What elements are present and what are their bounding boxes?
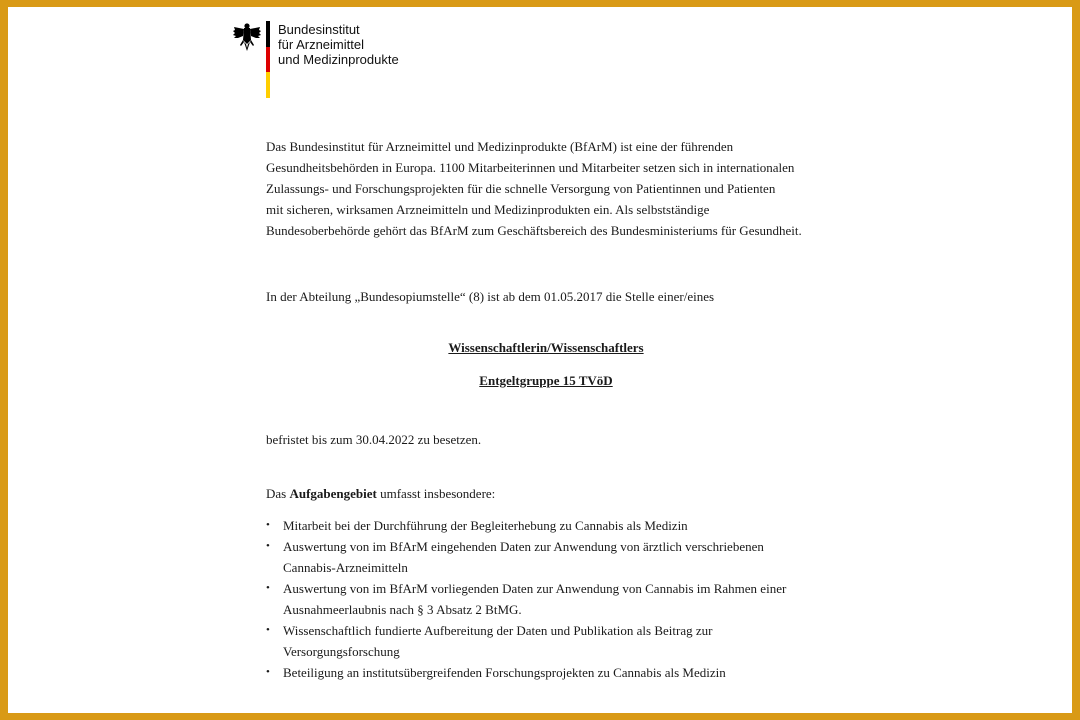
list-item xyxy=(266,578,786,620)
list-item-line: Auswertung von im BfArM eingehenden Daten zur Anwendung von ärztlich verschriebenen xyxy=(283,539,764,554)
tasks-intro-suffix: umfasst insbesondere: xyxy=(376,486,496,501)
intro-line: Bundesoberbehörde gehört das BfArM zum Geschäftsbereich des Bundesministeriums für Gesundheit. xyxy=(266,223,802,238)
org-name-line: und Medizinprodukte xyxy=(278,52,399,67)
intro-line: Das Bundesinstitut für Arzneimittel und Medizinprodukte (BfArM) ist eine der führenden xyxy=(266,139,734,154)
org-name-line: Bundesinstitut xyxy=(278,22,360,37)
list-item-line: Wissenschaftlich fundierte Aufbereitung der Daten und Publikation als Beitrag zur xyxy=(283,623,713,638)
task-list xyxy=(266,515,786,683)
position-title: Wissenschaftlerin/Wissenschaftlers xyxy=(448,340,644,355)
list-item-line: Versorgungsforschung xyxy=(283,644,400,659)
bullet-icon: • xyxy=(266,666,270,678)
bullet-icon: • xyxy=(266,624,270,636)
list-item xyxy=(266,662,786,683)
department-line: In der Abteilung „Bundesopiumstelle“ (8) ist ab dem 01.05.2017 die Stelle einer/eines xyxy=(266,289,715,304)
list-item xyxy=(266,515,786,536)
flag-stripe-black xyxy=(266,21,270,47)
tasks-intro-prefix: Das xyxy=(266,486,290,501)
intro-line: mit sicheren, wirksamen Arzneimitteln und Medizinprodukten ein. Als selbstständige xyxy=(266,202,710,217)
eagle-icon xyxy=(232,21,262,53)
bullet-icon: • xyxy=(266,519,270,531)
bullet-icon: • xyxy=(266,540,270,552)
german-flag-bar xyxy=(266,21,270,98)
list-item xyxy=(266,620,786,662)
list-item-line: Beteiligung an institutsübergreifenden Forschungsprojekten zu Cannabis als Medizin xyxy=(283,665,726,680)
list-item-line: Auswertung von im BfArM vorliegenden Daten zur Anwendung von Cannabis im Rahmen einer xyxy=(283,581,787,596)
tasks-intro xyxy=(266,483,495,504)
flag-stripe-red xyxy=(266,47,270,72)
list-item-line: Mitarbeit bei der Durchführung der Begleiterhebung zu Cannabis als Medizin xyxy=(283,518,688,533)
bullet-icon: • xyxy=(266,582,270,594)
limited-line: befristet bis zum 30.04.2022 zu besetzen. xyxy=(266,432,482,447)
list-item-line: Cannabis-Arzneimitteln xyxy=(283,560,408,575)
list-item-line: Ausnahmeerlaubnis nach § 3 Absatz 2 BtMG. xyxy=(283,602,522,617)
list-item xyxy=(266,536,786,578)
pay-grade: Entgeltgruppe 15 TVöD xyxy=(479,373,613,388)
intro-line: Zulassungs- und Forschungsprojekten für die schnelle Versorgung von Patientinnen und Patienten xyxy=(266,181,776,196)
flag-stripe-gold xyxy=(266,72,270,98)
intro-paragraph xyxy=(266,136,802,241)
tasks-intro-bold: Aufgabengebiet xyxy=(289,486,377,501)
intro-line: Gesundheitsbehörden in Europa. 1100 Mitarbeiterinnen und Mitarbeiter setzen sich in internationalen xyxy=(266,160,795,175)
org-name-line: für Arzneimittel xyxy=(278,37,364,52)
organization-name xyxy=(278,22,399,67)
document-page xyxy=(8,7,1072,713)
